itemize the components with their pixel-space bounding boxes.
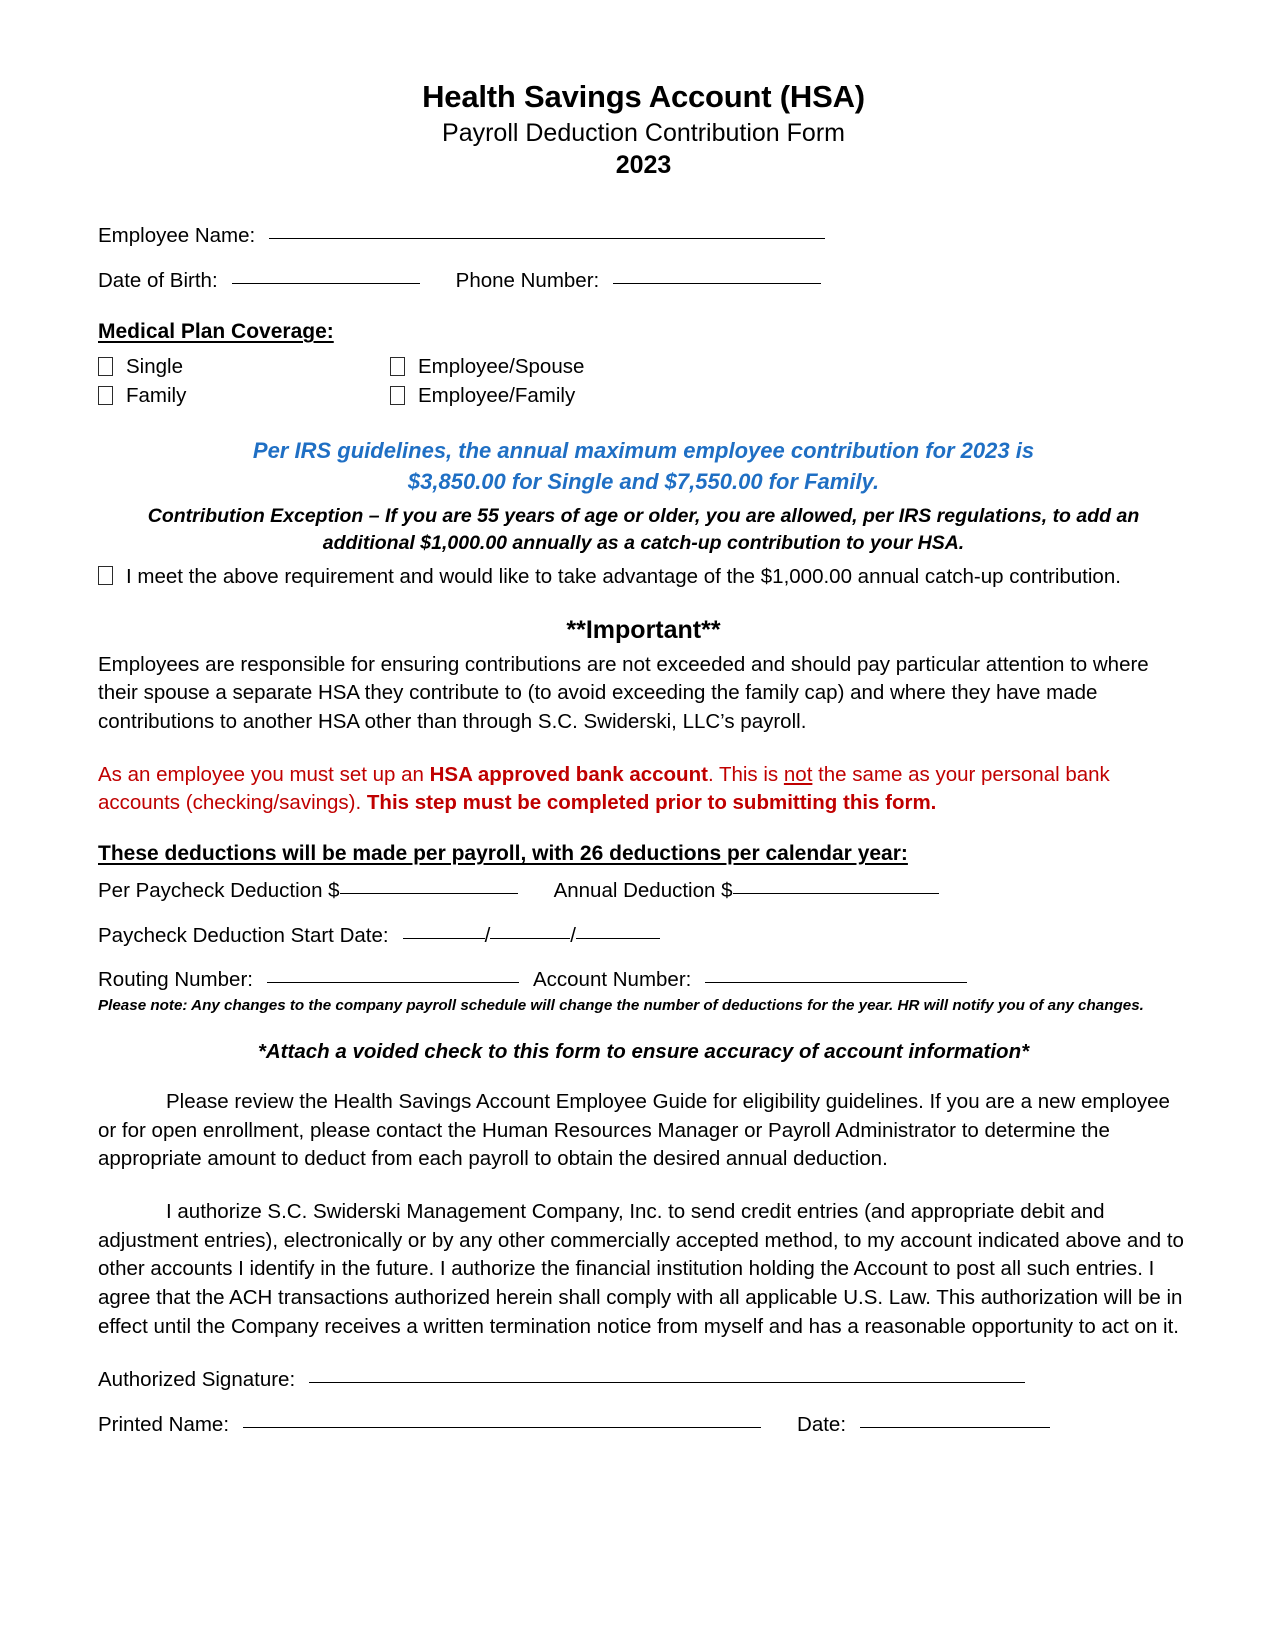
coverage-checkbox-group (98, 352, 1189, 410)
important-paragraph: Employees are responsible for ensuring contributions are not exceeded and should pay particular attention to where their spouse a separate HSA they contribute to (to avoid exceeding the family cap) and where they have made contributions to another HSA other than through S.C. Swiderski, LLC’s payroll. (98, 652, 1149, 733)
bank-notice-underlined-not: not (783, 762, 813, 786)
per-paycheck-deduction-label: Per Paycheck Deduction $ (98, 878, 340, 902)
bank-notice-part-1: As an employee you must set up an (98, 762, 430, 786)
account-number-input[interactable] (705, 982, 967, 983)
catchup-contribution-label: I meet the above requirement and would like to take advantage of the $1,000.00 annual catch-up contribution. (126, 564, 1121, 588)
spacer (98, 1341, 1189, 1365)
page-year: 2023 (615, 151, 672, 180)
account-number-label: Account Number: (532, 968, 692, 992)
coverage-column-right (390, 352, 584, 410)
start-date-year-input[interactable] (576, 938, 660, 939)
coverage-option-label: Single (126, 355, 183, 379)
irs-guideline-line-2: $3,850.00 for Single and $7,550.00 for Family. (407, 468, 880, 494)
catchup-contribution-option[interactable] (98, 563, 1189, 592)
ach-authorization-paragraph: I authorize S.C. Swiderski Management Company, Inc. to send credit entries (and appropriate debit and adjustment entries), electronically or by any other commercially accepted method, to my account indicated above and to other accounts I identify in the future. I authorize the financial institution holding the Account to post all such entries. I agree that the ACH transactions authorized herein shall comply with all applicable U.S. Law. This authorization will be in effect until the Company receives a written termination notice from myself and has a reasonable opportunity to act on it. (98, 1200, 1184, 1338)
bank-numbers-row (98, 965, 1189, 996)
contribution-exception-line-1: Contribution Exception – If you are 55 years of age or older, you are allowed, per IRS regulations, to add an (147, 505, 1140, 527)
checkbox-icon[interactable] (390, 357, 405, 376)
employee-name-input[interactable] (269, 238, 825, 239)
spacer (98, 818, 1189, 842)
voided-check-note: *Attach a voided check to this form to ensure accuracy of account information* (257, 1039, 1030, 1063)
date-of-birth-input[interactable] (232, 283, 420, 284)
spacer (98, 1174, 1189, 1198)
important-heading: **Important** (566, 615, 721, 644)
page-title: Health Savings Account (HSA) (422, 79, 865, 114)
routing-number-input[interactable] (267, 982, 519, 983)
contribution-exception-line-2: additional $1,000.00 annually as a catch-up contribution to your HSA. (322, 531, 965, 554)
printed-name-input[interactable] (243, 1427, 761, 1428)
spacer (98, 951, 1189, 965)
checkbox-icon[interactable] (98, 357, 113, 376)
coverage-option-single[interactable] (98, 352, 390, 381)
spacer (98, 1396, 1189, 1410)
spacer (98, 344, 1189, 352)
spacer (98, 1016, 1189, 1040)
coverage-option-label: Employee/Spouse (418, 355, 585, 379)
printed-name-label: Printed Name: (98, 1413, 230, 1437)
bank-notice-part-2: . This is (707, 762, 784, 786)
annual-deduction-input[interactable] (733, 893, 939, 894)
coverage-option-employee-family[interactable] (390, 381, 584, 410)
deductions-heading: These deductions will be made per payroll, with 26 deductions per calendar year: (98, 841, 908, 865)
spacer (98, 1064, 1189, 1088)
start-date-month-input[interactable] (403, 938, 485, 939)
authorized-signature-label: Authorized Signature: (98, 1368, 296, 1392)
start-date-label: Paycheck Deduction Start Date: (98, 923, 389, 947)
payroll-schedule-note: Please note: Any changes to the company payroll schedule will change the number of deductions for the year. HR will notify you of any changes. (98, 997, 1144, 1015)
annual-deduction-label: Annual Deduction $ (553, 878, 733, 902)
phone-number-label: Phone Number: (455, 268, 600, 292)
spacer (98, 252, 1189, 266)
spacer (98, 907, 1189, 921)
authorized-signature-row (98, 1365, 1189, 1396)
authorized-signature-input[interactable] (309, 1382, 1025, 1383)
bank-account-notice (98, 761, 1189, 818)
signature-date-input[interactable] (860, 1427, 1050, 1428)
bank-notice-bold-2: This step must be completed prior to submitting this form. (366, 791, 937, 815)
bank-notice-part-3: the same as your personal bank accounts (checking/savings). (98, 762, 1110, 815)
checkbox-icon[interactable] (98, 566, 113, 585)
spacer (98, 737, 1189, 761)
coverage-column-left (98, 352, 390, 410)
phone-number-input[interactable] (613, 283, 821, 284)
spacer (98, 592, 1189, 616)
per-paycheck-deduction-input[interactable] (340, 893, 518, 894)
start-date-day-input[interactable] (490, 938, 570, 939)
medical-plan-coverage-heading: Medical Plan Coverage: (98, 320, 334, 344)
routing-number-label: Routing Number: (98, 968, 253, 992)
spacer (98, 181, 1189, 221)
bank-notice-bold-1: HSA approved bank account (429, 762, 708, 786)
spacer (98, 866, 1189, 876)
coverage-option-employee-spouse[interactable] (390, 352, 584, 381)
start-date-row (98, 921, 1189, 952)
spacer (98, 411, 1189, 435)
checkbox-icon[interactable] (390, 386, 405, 405)
date-of-birth-label: Date of Birth: (98, 268, 218, 292)
irs-guideline-line-1: Per IRS guidelines, the annual maximum employee contribution for 2023 is (252, 437, 1035, 463)
coverage-option-family[interactable] (98, 381, 390, 410)
review-guide-paragraph: Please review the Health Savings Account Employee Guide for eligibility guidelines. If you are a new employee or for open enrollment, please contact the Human Resources Manager or Payroll Administrator to determine the appropriate amount to deduct from each payroll to obtain the desired annual deduction. (98, 1089, 1170, 1171)
employee-name-row (98, 221, 1189, 252)
dob-phone-row (98, 266, 1189, 297)
date-separator-1: / (484, 923, 491, 947)
date-separator-2: / (570, 923, 576, 947)
signature-date-label: Date: (797, 1413, 847, 1437)
page-subtitle: Payroll Deduction Contribution Form (442, 118, 845, 147)
printed-name-date-row (98, 1410, 1189, 1441)
checkbox-icon[interactable] (98, 386, 113, 405)
spacer (98, 296, 1189, 320)
coverage-option-label: Family (126, 384, 187, 408)
employee-name-label: Employee Name: (98, 223, 256, 247)
coverage-option-label: Employee/Family (418, 384, 576, 408)
deduction-amounts-row (98, 876, 1189, 907)
